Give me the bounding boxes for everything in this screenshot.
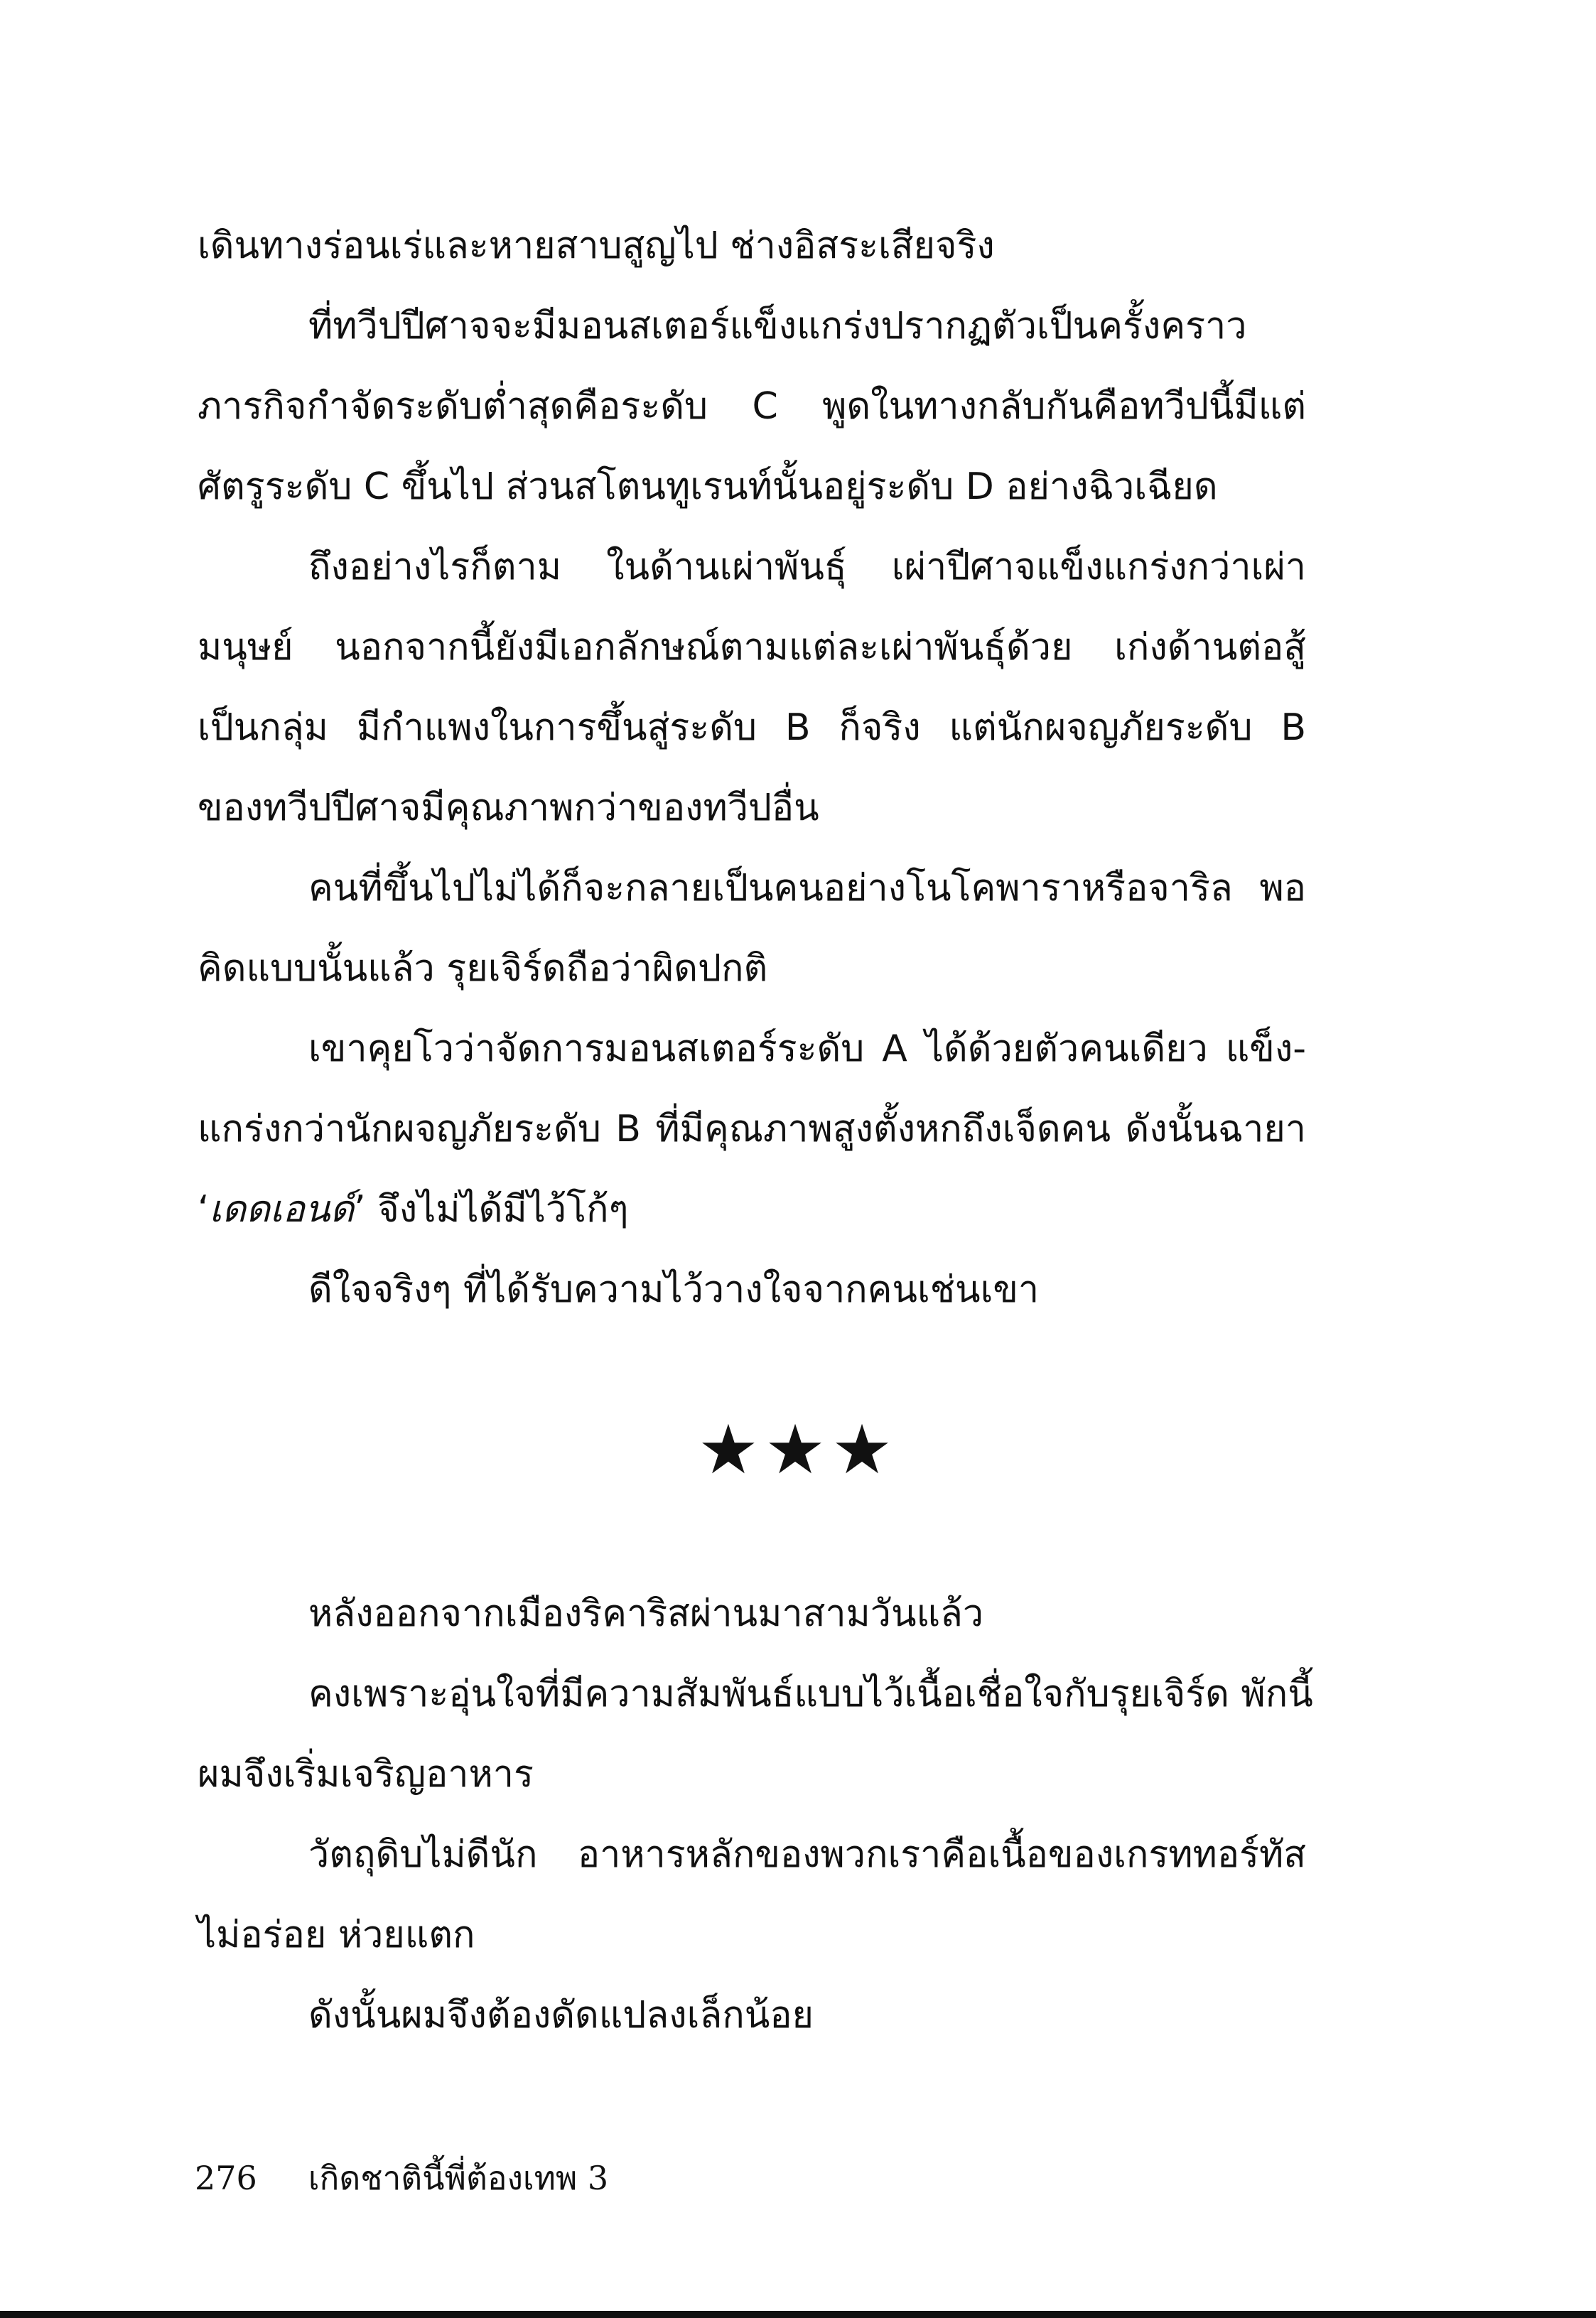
body-text-before-divider — [198, 206, 1306, 1330]
text-line: เป็นกลุ่ม มีกำแพงในการขึ้นสู่ระดับ B ก็จริง แต่นักผจญภัยระดับ B — [198, 706, 1306, 749]
open-quote: ‘ — [198, 1188, 210, 1231]
text-line: เดินทางร่อนเร่และหายสาบสูญไป ช่างอิสระเสียจริง — [198, 225, 995, 267]
text-line: คนที่ขึ้นไปไม่ได้ก็จะกลายเป็นคนอย่างโนโคพาราหรือจาริล พอ — [308, 867, 1306, 910]
text-line: ศัตรูระดับ C ขึ้นไป ส่วนสโตนทูเรนท์นั้นอยู่ระดับ D อย่างฉิวเฉียด — [198, 465, 1218, 508]
text-line: ผมจึงเริ่มเจริญอาหาร — [198, 1753, 534, 1796]
text-line: ดีใจจริงๆ ที่ได้รับความไว้วางใจจากคนเช่นเขา — [308, 1268, 1040, 1311]
nickname: เดดเอนด์ — [209, 1188, 355, 1231]
text-line: ของทวีปปีศาจมีคุณภาพกว่าของทวีปอื่น — [198, 787, 819, 829]
section-divider-stars-icon: ★★★ — [697, 1410, 899, 1489]
text-line: วัตถุดิบไม่ดีนัก อาหารหลักของพวกเราคือเนื้อของเกรททอร์ทัส — [308, 1833, 1306, 1876]
text-line: ที่ทวีปปีศาจจะมีมอนสเตอร์แข็งแกร่งปรากฏตัวเป็นครั้งคราว — [308, 305, 1247, 347]
text-line: ไม่อร่อย ห่วยแตก — [198, 1914, 475, 1956]
book-title: เกิดชาตินี้พี่ต้องเทพ 3 — [308, 2159, 609, 2197]
text-line: แกร่งกว่านักผจญภัยระดับ B ที่มีคุณภาพสูงตั้งหกถึงเจ็ดคน ดังนั้นฉายา — [198, 1108, 1306, 1150]
text-line: ดังนั้นผมจึงต้องดัดแปลงเล็กน้อย — [308, 1994, 814, 2037]
text-line: คงเพราะอุ่นใจที่มีความสัมพันธ์แบบไว้เนื้อเชื่อใจกับรุยเจิร์ด พักนี้ — [308, 1673, 1313, 1715]
nickname-rest: ’ จึงไม่ได้มีไว้โก้ๆ — [354, 1188, 629, 1231]
text-line: ถึงอย่างไรก็ตาม ในด้านเผ่าพันธุ์ เผ่าปีศาจแข็งแกร่งกว่าเผ่า — [308, 546, 1306, 588]
body-text-after-divider — [198, 1574, 1313, 2056]
text-line: มนุษย์ นอกจากนี้ยังมีเอกลักษณ์ตามแต่ละเผ่าพันธุ์ด้วย เก่งด้านต่อสู้ — [198, 626, 1306, 669]
text-line-nickname — [198, 1170, 1306, 1250]
page-footer — [195, 2153, 608, 2203]
text-line: หลังออกจากเมืองริคาริสผ่านมาสามวันแล้ว — [308, 1592, 984, 1635]
text-line: เขาคุยโวว่าจัดการมอนสเตอร์ระดับ A ได้ด้วยตัวคนเดียว แข็ง- — [308, 1028, 1306, 1070]
text-line: คิดแบบนั้นแล้ว รุยเจิร์ดถือว่าผิดปกติ — [198, 947, 768, 990]
bottom-edge-rule — [0, 2311, 1596, 2318]
page-number: 276 — [195, 2159, 257, 2197]
text-line: ภารกิจกำจัดระดับต่ำสุดคือระดับ C พูดในทางกลับกันคือทวีปนี้มีแต่ — [198, 385, 1306, 428]
